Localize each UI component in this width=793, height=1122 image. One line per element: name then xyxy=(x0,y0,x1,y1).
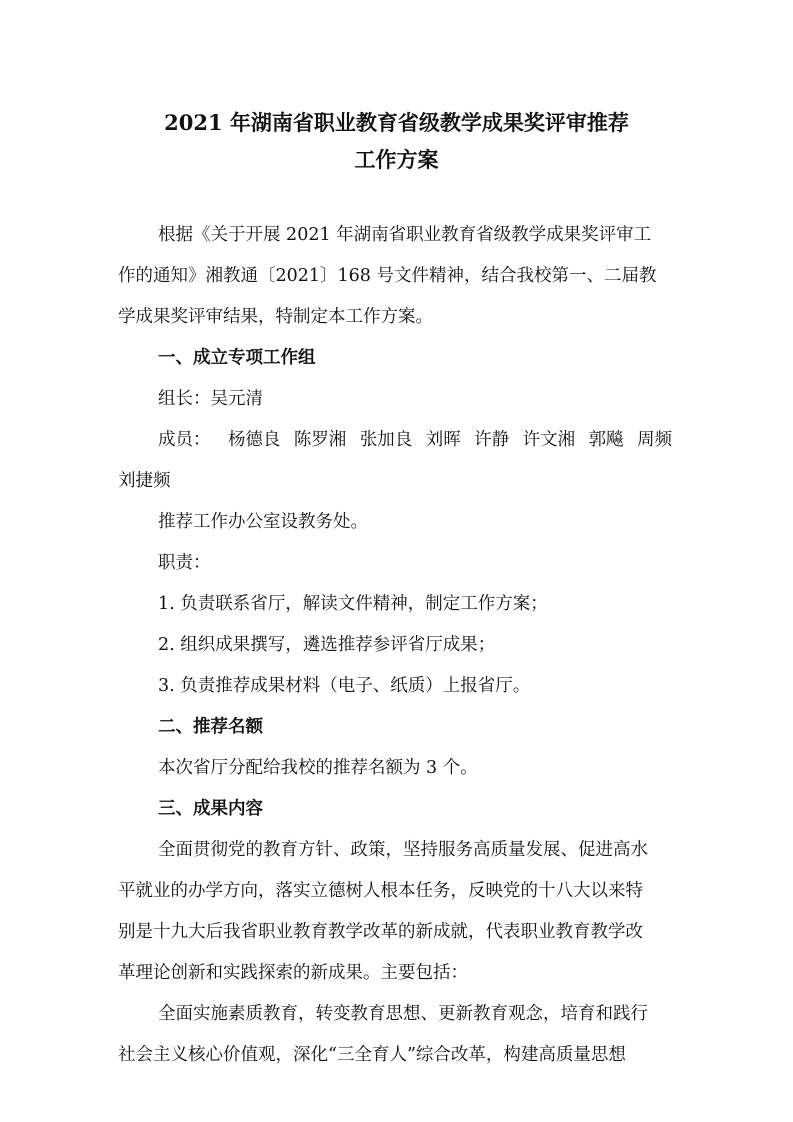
intro-line-2: 作的通知》湘教通〔2021〕168 号文件精神，结合我校第一、二届教 xyxy=(118,266,657,286)
duty-item: 2. 组织成果撰写，遴选推荐参评省厅成果； xyxy=(158,635,496,655)
member-name: 郭飚 xyxy=(588,430,624,450)
section-2-heading: 二、推荐名额 xyxy=(158,717,263,737)
duty-item: 3. 负责推荐成果材料（电子、纸质）上报省厅。 xyxy=(158,676,531,696)
intro-line-3: 学成果奖评审结果，特制定本工作方案。 xyxy=(118,307,433,327)
document-title-line-1: 2021 年湖南省职业教育省级教学成果奖评审推荐 xyxy=(164,110,629,135)
duties-label: 职责： xyxy=(158,553,211,573)
intro-line-1: 根据《关于开展 2021 年湖南省职业教育省级教学成果奖评审工 xyxy=(158,225,652,245)
content-para-1-line-2: 平就业的办学方向，落实立德树人根本任务，反映党的十八大以来特 xyxy=(118,881,643,901)
team-leader: 组长：吴元清 xyxy=(158,389,263,409)
content-para-1-line-4: 革理论创新和实践探索的新成果。主要包括： xyxy=(118,963,468,983)
member-name: 陈罗湘 xyxy=(293,430,347,450)
content-para-1-line-3: 别是十九大后我省职业教育教学改革的新成就，代表职业教育教学改 xyxy=(118,922,643,942)
document-title-line-2: 工作方案 xyxy=(354,147,439,172)
content-para-2-line-2: 社会主义核心价值观，深化“三全育人”综合改革，构建高质量思想 xyxy=(118,1045,626,1065)
member-name: 许静 xyxy=(474,430,510,450)
section-1-heading: 一、成立专项工作组 xyxy=(158,348,316,368)
member-name: 张加良 xyxy=(359,430,413,450)
member-name: 刘晖 xyxy=(425,430,461,450)
member-name: 许文湘 xyxy=(522,430,576,450)
team-members-continued: 刘捷频 xyxy=(118,471,171,491)
member-name: 周频 xyxy=(637,430,673,450)
content-para-1-line-1: 全面贯彻党的教育方针、政策，坚持服务高质量发展、促进高水 xyxy=(158,840,648,860)
office-location: 推荐工作办公室设教务处。 xyxy=(158,512,368,532)
duty-item: 1. 负责联系省厅，解读文件精神，制定工作方案； xyxy=(158,594,548,614)
team-members xyxy=(158,432,680,449)
content-para-2-line-1: 全面实施素质教育，转变教育思想、更新教育观念，培育和践行 xyxy=(158,1004,648,1024)
members-label: 成员： xyxy=(158,430,211,450)
section-3-heading: 三、成果内容 xyxy=(158,799,263,819)
member-name: 杨德良 xyxy=(227,430,281,450)
quota-text: 本次省厅分配给我校的推荐名额为 3 个。 xyxy=(158,758,478,778)
